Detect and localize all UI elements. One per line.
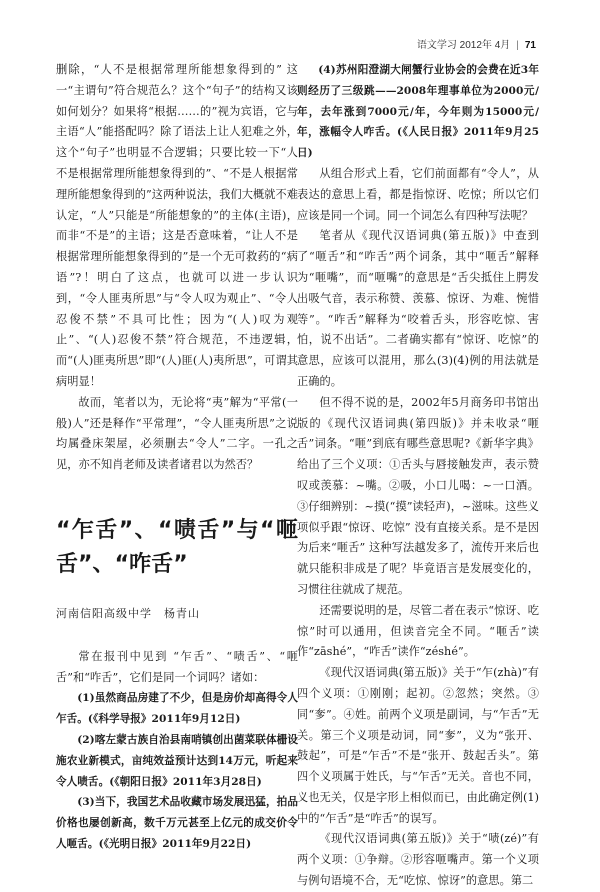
header-separator: | [516, 40, 519, 51]
body-paragraph: 还需要说明的是，尽管二者在表示“惊讶、吃惊”时可以通用，但读音完全不同。“咂舌”读作“zāshé”，“咋舌”读作“zéshé”。 [297, 603, 539, 659]
body-paragraph: 常在报刊中见到 “乍舌”、“啧舌”、“咂舌”和“咋舌”，它们是同一个词吗？诸如： [56, 649, 298, 684]
running-header [417, 36, 536, 51]
example-sentence: (2)喀左蒙古族自治县南哨镇创出菌菜联体栅设施农业新模式，亩纯效益预计达到14万元，听起来令人啧舌。(《朝阳日报》2011年3月28日) [56, 733, 298, 788]
example-sentence: (3)当下，我国艺术品收藏市场发展迅猛，拍品价格也屡创新高，数千万元甚至上亿元的成交价令人咂舌。(《光明日报》2011年9月22日) [56, 796, 298, 850]
body-paragraph: 笔者从《现代汉语词典(第五版)》中查到了“咂舌”和“咋舌”两个词条，其中“咂舌”解释为“咂嘴”，而“咂嘴”的意思是“舌尖抵住上腭发出吸气音，表示称赞、羡慕、惊讶、为难、惋惜等”。“咋舌”解释为“咬着舌头，形容吃惊、害怕，说不出话”。二者确实都有“惊讶、吃惊”的意思，应该可以混用，那么(3)(4)例的用法就是正确的。 [297, 229, 539, 388]
article-author: 河南信阳高级中学 杨青山 [56, 606, 200, 620]
article-title: “乍舌”、“啧舌”与“咂舌”、“咋舌” [56, 517, 298, 577]
body-paragraph: 但不得不说的是，2002年5月商务印书馆出版的《现代汉语词典(第四版)》并未收录“咂舌”词条。“咂”到底有哪些意思呢?《新华字典》给出了三个义项：①舌头与唇接触发声，表示赞叹或羡慕：~嘴。②吸，小口儿喝：~一口酒。③仔细辨别：~摸(“摸”读轻声)，~滋味。这些义项似乎跟“惊讶、吃惊” 没有直接关系。是不是因为后来“咂舌” 这种写法越发多了，流传开来后也就只能积非成是了呢？毕竟语言是发展变化的，习惯往往就成了规范。 [297, 395, 539, 596]
right-column [297, 60, 539, 892]
body-paragraph: 《现代汉语词典(第五版)》关于“啧(zé)”有两个义项：①争辩。②形容咂嘴声。第一个义项与例句语境不合，无“吃惊、惊讶”的意思。第二 [297, 832, 539, 888]
example-sentence: (4)苏州阳澄湖大闸蟹行业协会的会费在近3年则经历了三级跳——2008年理事单位为2000元/年，去年涨到7000元/年，今年则为15000元/年，涨幅令人咋舌。(《人民日报》2011年9月25日) [297, 64, 539, 160]
body-paragraph: 删除，“人不是根据常理所能想象得到的” 这一“主谓句”符合规范么？这个“句子”的结构又该如何划分？如果将“根据……的”视为宾语，它与主语“人”能搭配吗？除了语法上让人犯难之外，这个“句子”也明显不合逻辑；只要比较一下“人不是根据常理所能想象得到的”、“不是人根据常理所能想象得到的”这两种说法，我们大概就不难认定，“人”只能是“所能想象的”的主体(主语)，而非“不是”的主语；这是否意味着，“让人不是根据常理所能想象得到的”是一个无可救药的“病语”?！明白了这点，也就可以进一步认识到，“令人匪夷所思”与“令人叹为观止”、“令人忍俊不禁”不具可比性；因为“(人)叹为观止”、“(人)忍俊不禁”符合规范，不违逻辑，而“(人)匪夷所思”即“(人)匪(人)夷所思”，可谓其病明显！ [56, 63, 298, 388]
journal-title: 语文学习 2012年 4月 [416, 40, 511, 51]
left-column [56, 60, 298, 855]
page-number: 71 [524, 40, 536, 51]
body-paragraph: 故而，笔者以为，无论将“夷”解为“平常(一般)人”还是释作“平常理”，“令人匪夷所思”之说均属叠床架屋，必须删去“令人”二字。一孔之见，亦不知肖老师及读者诸君以为然否？ [56, 395, 298, 472]
example-sentence: (1)虽然商品房建了不少，但是房价却高得令人乍舌。(《科学导报》2011年9月12日) [56, 692, 298, 726]
body-paragraph: 从组合形式上看，它们前面都有“令人”，从表达的意思上看，都是指惊讶、吃惊；所以它们应该是同一个词。同一个词怎么有四种写法呢？ [297, 166, 539, 222]
article-header [56, 514, 298, 625]
body-paragraph: 《现代汉语词典(第五版)》关于“乍(zhà)”有四个义项：①刚刚；起初。②忽然；突然。③同“奓”。④姓。前两个义项是副词，与“乍舌”无关。第三个义项是动词，同“奓”，义为“张开、鼓起”，可是“乍舌”不是“张开、鼓起舌头”。第四个义项属于姓氏，与“乍舌”无关。音也不同，义也无关，仅是字形上相似而已，由此确定例(1)中的“乍舌”是“咋舌”的误写。 [297, 666, 539, 825]
